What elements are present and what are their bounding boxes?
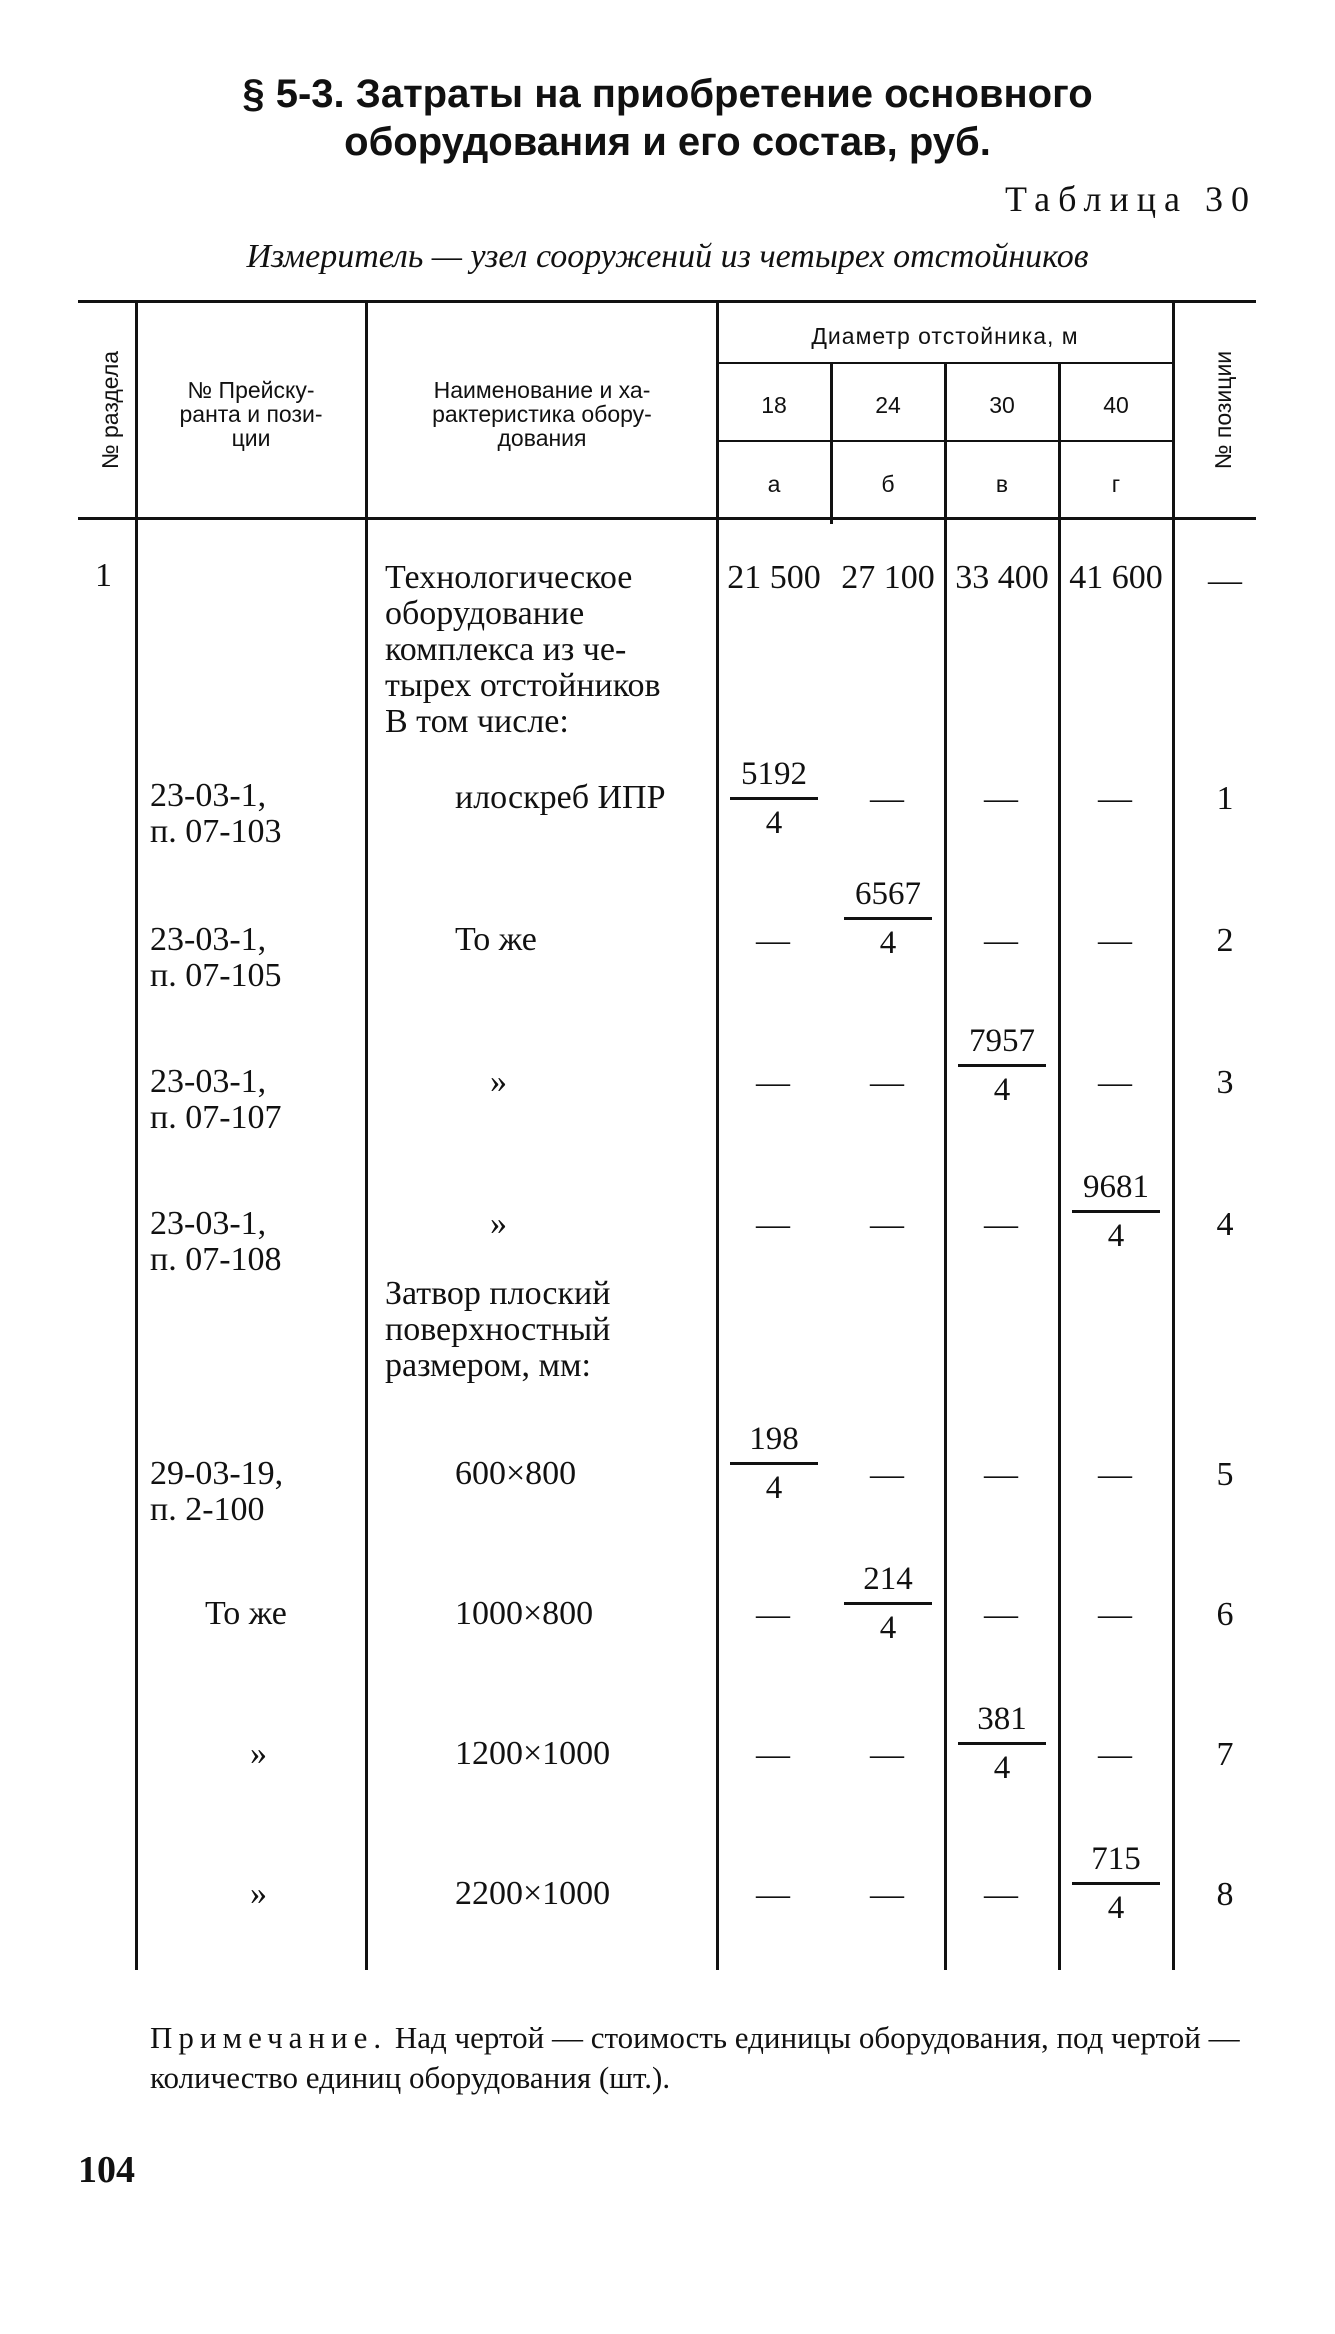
main-name-line5: В том числе: <box>385 703 569 740</box>
main-position: — <box>1208 562 1242 599</box>
row3-ref-line2: п. 07-107 <box>150 1099 282 1136</box>
row7-value-v: $\frac{381}{4}$ <box>958 1700 1046 1787</box>
col-divider-7 <box>1172 302 1175 1970</box>
row3-dash-g: — <box>1098 1064 1132 1101</box>
row1-position: 1 <box>1216 780 1234 817</box>
row2-position: 2 <box>1216 922 1234 959</box>
row3-value-v: $\frac{7957}{4}$ <box>958 1022 1046 1109</box>
row5-dash-v: — <box>984 1456 1018 1493</box>
row2-ref-line1: 23-03-1, <box>150 921 267 958</box>
row3-dash-a: — <box>756 1064 790 1101</box>
row6-dash-a: — <box>756 1596 790 1633</box>
row8-dash-b: — <box>870 1876 904 1913</box>
col-divider-2 <box>365 302 368 1970</box>
header-letter-a: а <box>767 471 781 497</box>
note-label: Примечание. <box>150 2020 388 2055</box>
row2-dash-g: — <box>1098 922 1132 959</box>
section-title-line2: оборудования и его состав, руб. <box>344 120 991 164</box>
row8-ref: » <box>250 1875 267 1912</box>
row7-dash-b: — <box>870 1736 904 1773</box>
header-letter-b: б <box>881 471 895 497</box>
row5-name: 600×800 <box>455 1455 577 1492</box>
header-diameter: Диаметр отстойника, м <box>811 323 1079 349</box>
row4-name: » <box>490 1205 507 1242</box>
header-d40: 40 <box>1103 392 1129 418</box>
row4-ref-line1: 23-03-1, <box>150 1205 267 1242</box>
row7-dash-a: — <box>756 1736 790 1773</box>
header-position-no: № позиции <box>1210 350 1236 470</box>
row6-dash-v: — <box>984 1596 1018 1633</box>
row2-name: То же <box>455 921 537 958</box>
row3-name: » <box>490 1063 507 1100</box>
row4-value-g: $\frac{9681}{4}$ <box>1072 1168 1160 1255</box>
row1-ref-line1: 23-03-1, <box>150 777 267 814</box>
row5-ref-line1: 29-03-19, <box>150 1455 284 1492</box>
row6-ref: То же <box>205 1595 287 1632</box>
table-note <box>150 2018 1290 2098</box>
header-d30: 30 <box>989 392 1015 418</box>
row4-dash-b: — <box>870 1206 904 1243</box>
table-subtitle: Измеритель — узел сооружений из четырех отстойников <box>246 238 1089 275</box>
section-title-line1: § 5-3. Затраты на приобретение основного <box>242 72 1093 116</box>
row2-ref-line2: п. 07-105 <box>150 957 282 994</box>
main-value-a: 21 500 <box>727 559 821 596</box>
main-name-line2: оборудование <box>385 595 585 632</box>
section-number: 1 <box>95 557 112 594</box>
row6-value-b: $\frac{214}{4}$ <box>844 1560 932 1647</box>
row2-dash-v: — <box>984 922 1018 959</box>
row1-ref-line2: п. 07-103 <box>150 813 282 850</box>
header-letter-g: г <box>1111 471 1121 497</box>
row4-dash-a: — <box>756 1206 790 1243</box>
header-d18: 18 <box>761 392 787 418</box>
row7-position: 7 <box>1216 1736 1234 1773</box>
header-pricelist: № Прейску- ранта и пози- ции <box>179 377 323 451</box>
row6-dash-g: — <box>1098 1596 1132 1633</box>
row6-name: 1000×800 <box>455 1595 594 1632</box>
header-letter-v: в <box>995 471 1009 497</box>
row1-dash-v: — <box>984 780 1018 817</box>
row7-name: 1200×1000 <box>455 1735 611 1772</box>
row4-position: 4 <box>1216 1206 1234 1243</box>
main-name-line4: тырех отстойников <box>385 667 661 704</box>
main-value-b: 27 100 <box>841 559 935 596</box>
row8-name: 2200×1000 <box>455 1875 611 1912</box>
col-divider-1 <box>135 302 138 1970</box>
row3-ref-line1: 23-03-1, <box>150 1063 267 1100</box>
col-divider-4 <box>830 364 833 524</box>
header-name: Наименование и ха- рактеристика обору- дования <box>432 377 652 451</box>
header-d24: 24 <box>875 392 901 418</box>
gate-name-line3: размером, мм: <box>385 1347 591 1384</box>
row1-value-a: $\frac{5192}{4}$ <box>730 755 818 842</box>
col-divider-5 <box>944 364 947 1970</box>
row2-value-b: $\frac{6567}{4}$ <box>844 875 932 962</box>
col-divider-3 <box>716 302 719 1970</box>
header-section-no: № раздела <box>97 350 123 470</box>
main-value-g: 41 600 <box>1069 559 1163 596</box>
row4-dash-v: — <box>984 1206 1018 1243</box>
row8-position: 8 <box>1216 1876 1234 1913</box>
main-value-v: 33 400 <box>955 559 1049 596</box>
row8-dash-v: — <box>984 1876 1018 1913</box>
header-bottom-rule <box>78 517 1256 520</box>
row3-position: 3 <box>1216 1064 1234 1101</box>
main-name-line1: Технологическое <box>385 559 633 596</box>
page-number: 104 <box>78 2149 135 2191</box>
gate-name-line1: Затвор плоский <box>385 1275 611 1312</box>
row5-dash-b: — <box>870 1456 904 1493</box>
row5-dash-g: — <box>1098 1456 1132 1493</box>
note-text: Над чертой — стоимость единицы оборудования, под чертой — количество единиц оборудования (шт.). <box>150 2020 1240 2095</box>
row8-value-g: $\frac{715}{4}$ <box>1072 1840 1160 1927</box>
table-label: Таблица 30 <box>1005 179 1257 219</box>
row1-dash-g: — <box>1098 780 1132 817</box>
row6-position: 6 <box>1216 1596 1234 1633</box>
row7-dash-g: — <box>1098 1736 1132 1773</box>
row2-dash-a: — <box>756 922 790 959</box>
table-top-rule <box>78 300 1256 303</box>
row5-value-a: $\frac{198}{4}$ <box>730 1420 818 1507</box>
row7-ref: » <box>250 1735 267 1772</box>
col-divider-6 <box>1058 364 1061 1970</box>
row4-ref-line2: п. 07-108 <box>150 1241 282 1278</box>
row5-ref-line2: п. 2-100 <box>150 1491 265 1528</box>
row5-position: 5 <box>1216 1456 1234 1493</box>
main-name-line3: комплекса из че- <box>385 631 627 668</box>
gate-name-line2: поверхностный <box>385 1311 611 1348</box>
row1-dash-b: — <box>870 780 904 817</box>
row1-name: илоскреб ИПР <box>455 779 666 816</box>
row3-dash-b: — <box>870 1064 904 1101</box>
row8-dash-a: — <box>756 1876 790 1913</box>
